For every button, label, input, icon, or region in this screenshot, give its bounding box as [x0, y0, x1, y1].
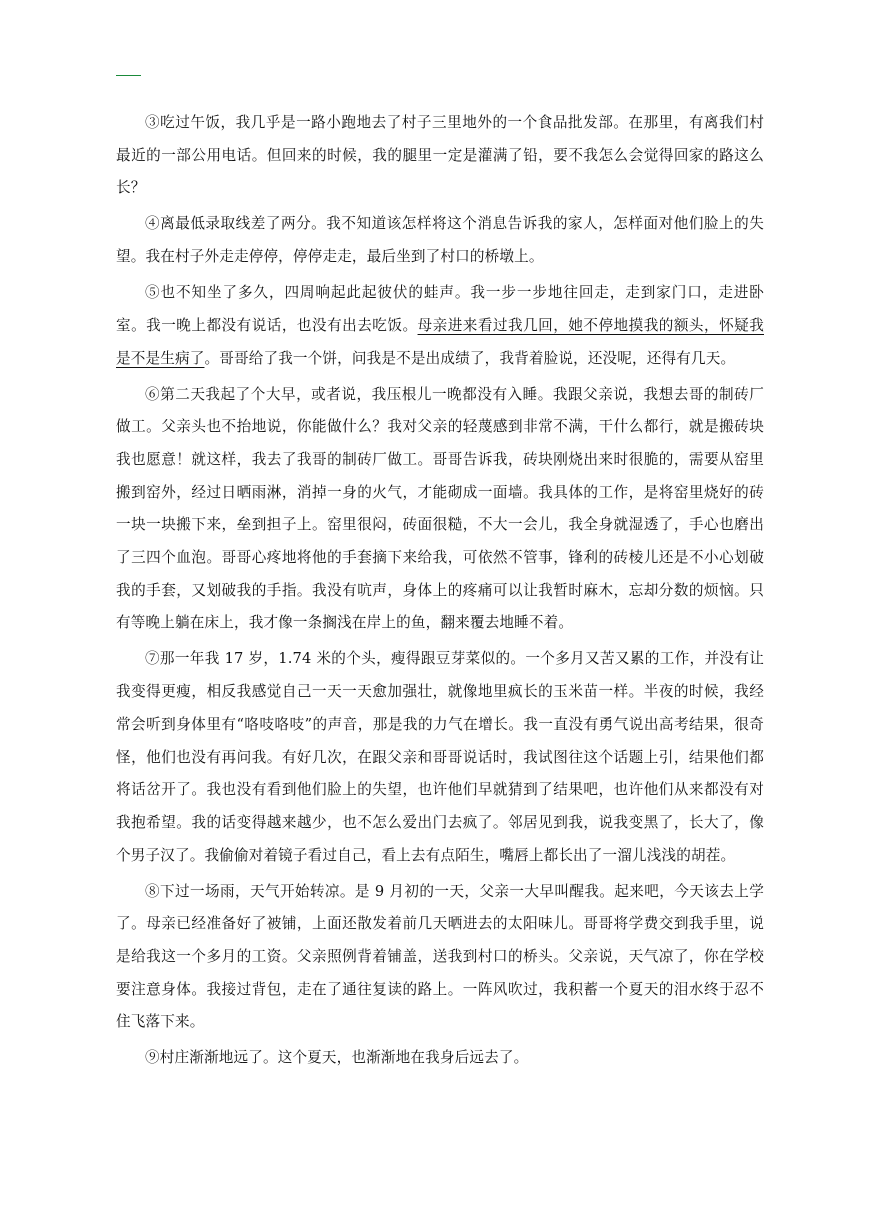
paragraph-8: ⑧下过一场雨，天气开始转凉。是 9 月初的一天，父亲一大早叫醒我。起来吧，今天该去上学了。母亲已经准备好了被铺，上面还散发着前几天晒进去的太阳味儿。哥哥将学费交到我手里，说是给我这一个多月的工资。父亲照例背着铺盖，送我到村口的桥头。父亲说，天气凉了，你在学校要注意身体。我接过背包，走在了通往复读的路上。一阵风吹过，我积蓄一个夏天的泪水终于忍不住飞落下来。: [116, 882, 764, 1031]
paragraph-6: ⑥第二天我起了个大早，或者说，我压根儿一晚都没有入睡。我跟父亲说，我想去哥的制砖厂做工。父亲头也不抬地说，你能做什么？我对父亲的轻蔑感到非常不满，干什么都行，就是搬砖块我也愿意！就这样，我去了我哥的制砖厂做工。哥哥告诉我，砖块刚烧出来时很脆的，需要从窑里搬到窑外，经过日晒雨淋，消掉一身的火气，才能砌成一面墙。我具体的工作，是将窑里烧好的砖一块一块搬下来，垒到担子上。窑里很闷，砖面很糙，不大一会儿，我全身就湿透了，手心也磨出了三四个血泡。哥哥心疼地将他的手套摘下来给我，可依然不管事，锋利的砖棱儿还是不小心划破我的手套，又划破我的手指。我没有吭声，身体上的疼痛可以让我暂时麻木，忘却分数的烦恼。只有等晚上躺在床上，我才像一条搁浅在岸上的鱼，翻来覆去地睡不着。: [116, 385, 764, 632]
paragraph-9: ⑨村庄渐渐地远了。这个夏天，也渐渐地在我身后远去了。: [145, 1049, 529, 1067]
header-rule: [116, 75, 141, 76]
paragraph-5-tail: 。哥哥给了我一个饼，问我是不是出成绩了，我背着脸说，还没呢，还得有几天。: [204, 349, 736, 367]
paragraph-4: ④离最低录取线差了两分。我不知道该怎样将这个消息告诉我的家人，怎样面对他们脸上的失望。我在村子外走走停停，停停走走，最后坐到了村口的桥墩上。: [116, 215, 764, 266]
paragraph-7: ⑦那一年我 17 岁，1.74 米的个头，瘦得跟豆芽菜似的。一个多月又苦又累的工作，并没有让我变得更瘦，相反我感觉自己一天一天愈加强壮，就像地里疯长的玉米苗一样。半夜的时候，我经常会听到身体里有“咯吱咯吱”的声音，那是我的力气在增长。我一直没有勇气说出高考结果，很奇怪，他们也没有再问我。有好几次，在跟父亲和哥哥说话时，我试图往这个话题上引，结果他们都将话岔开了。我也没有看到他们脸上的失望，也许他们早就猜到了结果吧，也许他们从来都没有对我抱希望。我的话变得越来越少，也不怎么爱出门去疯了。邻居见到我，说我变黑了，长大了，像个男子汉了。我偷偷对着镜子看过自己，看上去有点陌生，嘴唇上都长出了一溜儿浅浅的胡茬。: [116, 650, 764, 864]
paragraph-5: [116, 277, 764, 375]
paragraph-3: ③吃过午饭，我几乎是一路小跑地去了村子三里地外的一个食品批发部。在那里，有离我们村最近的一部公用电话。但回来的时候，我的腿里一定是灌满了铅，要不我怎么会觉得回家的路这么长？: [116, 114, 764, 197]
underlined-sentence: 母亲进来看过我几回，她不停地摸我的额头，怀疑我是不是生病了: [116, 316, 764, 367]
article-body: [116, 107, 764, 1078]
paragraph-5-lead: ⑤也不知坐了多久，四周响起此起彼伏的蛙声。我一步一步地往回走，走到家门口，走进卧室。我一晚上都没有说话，也没有出去吃饭。: [116, 284, 764, 334]
